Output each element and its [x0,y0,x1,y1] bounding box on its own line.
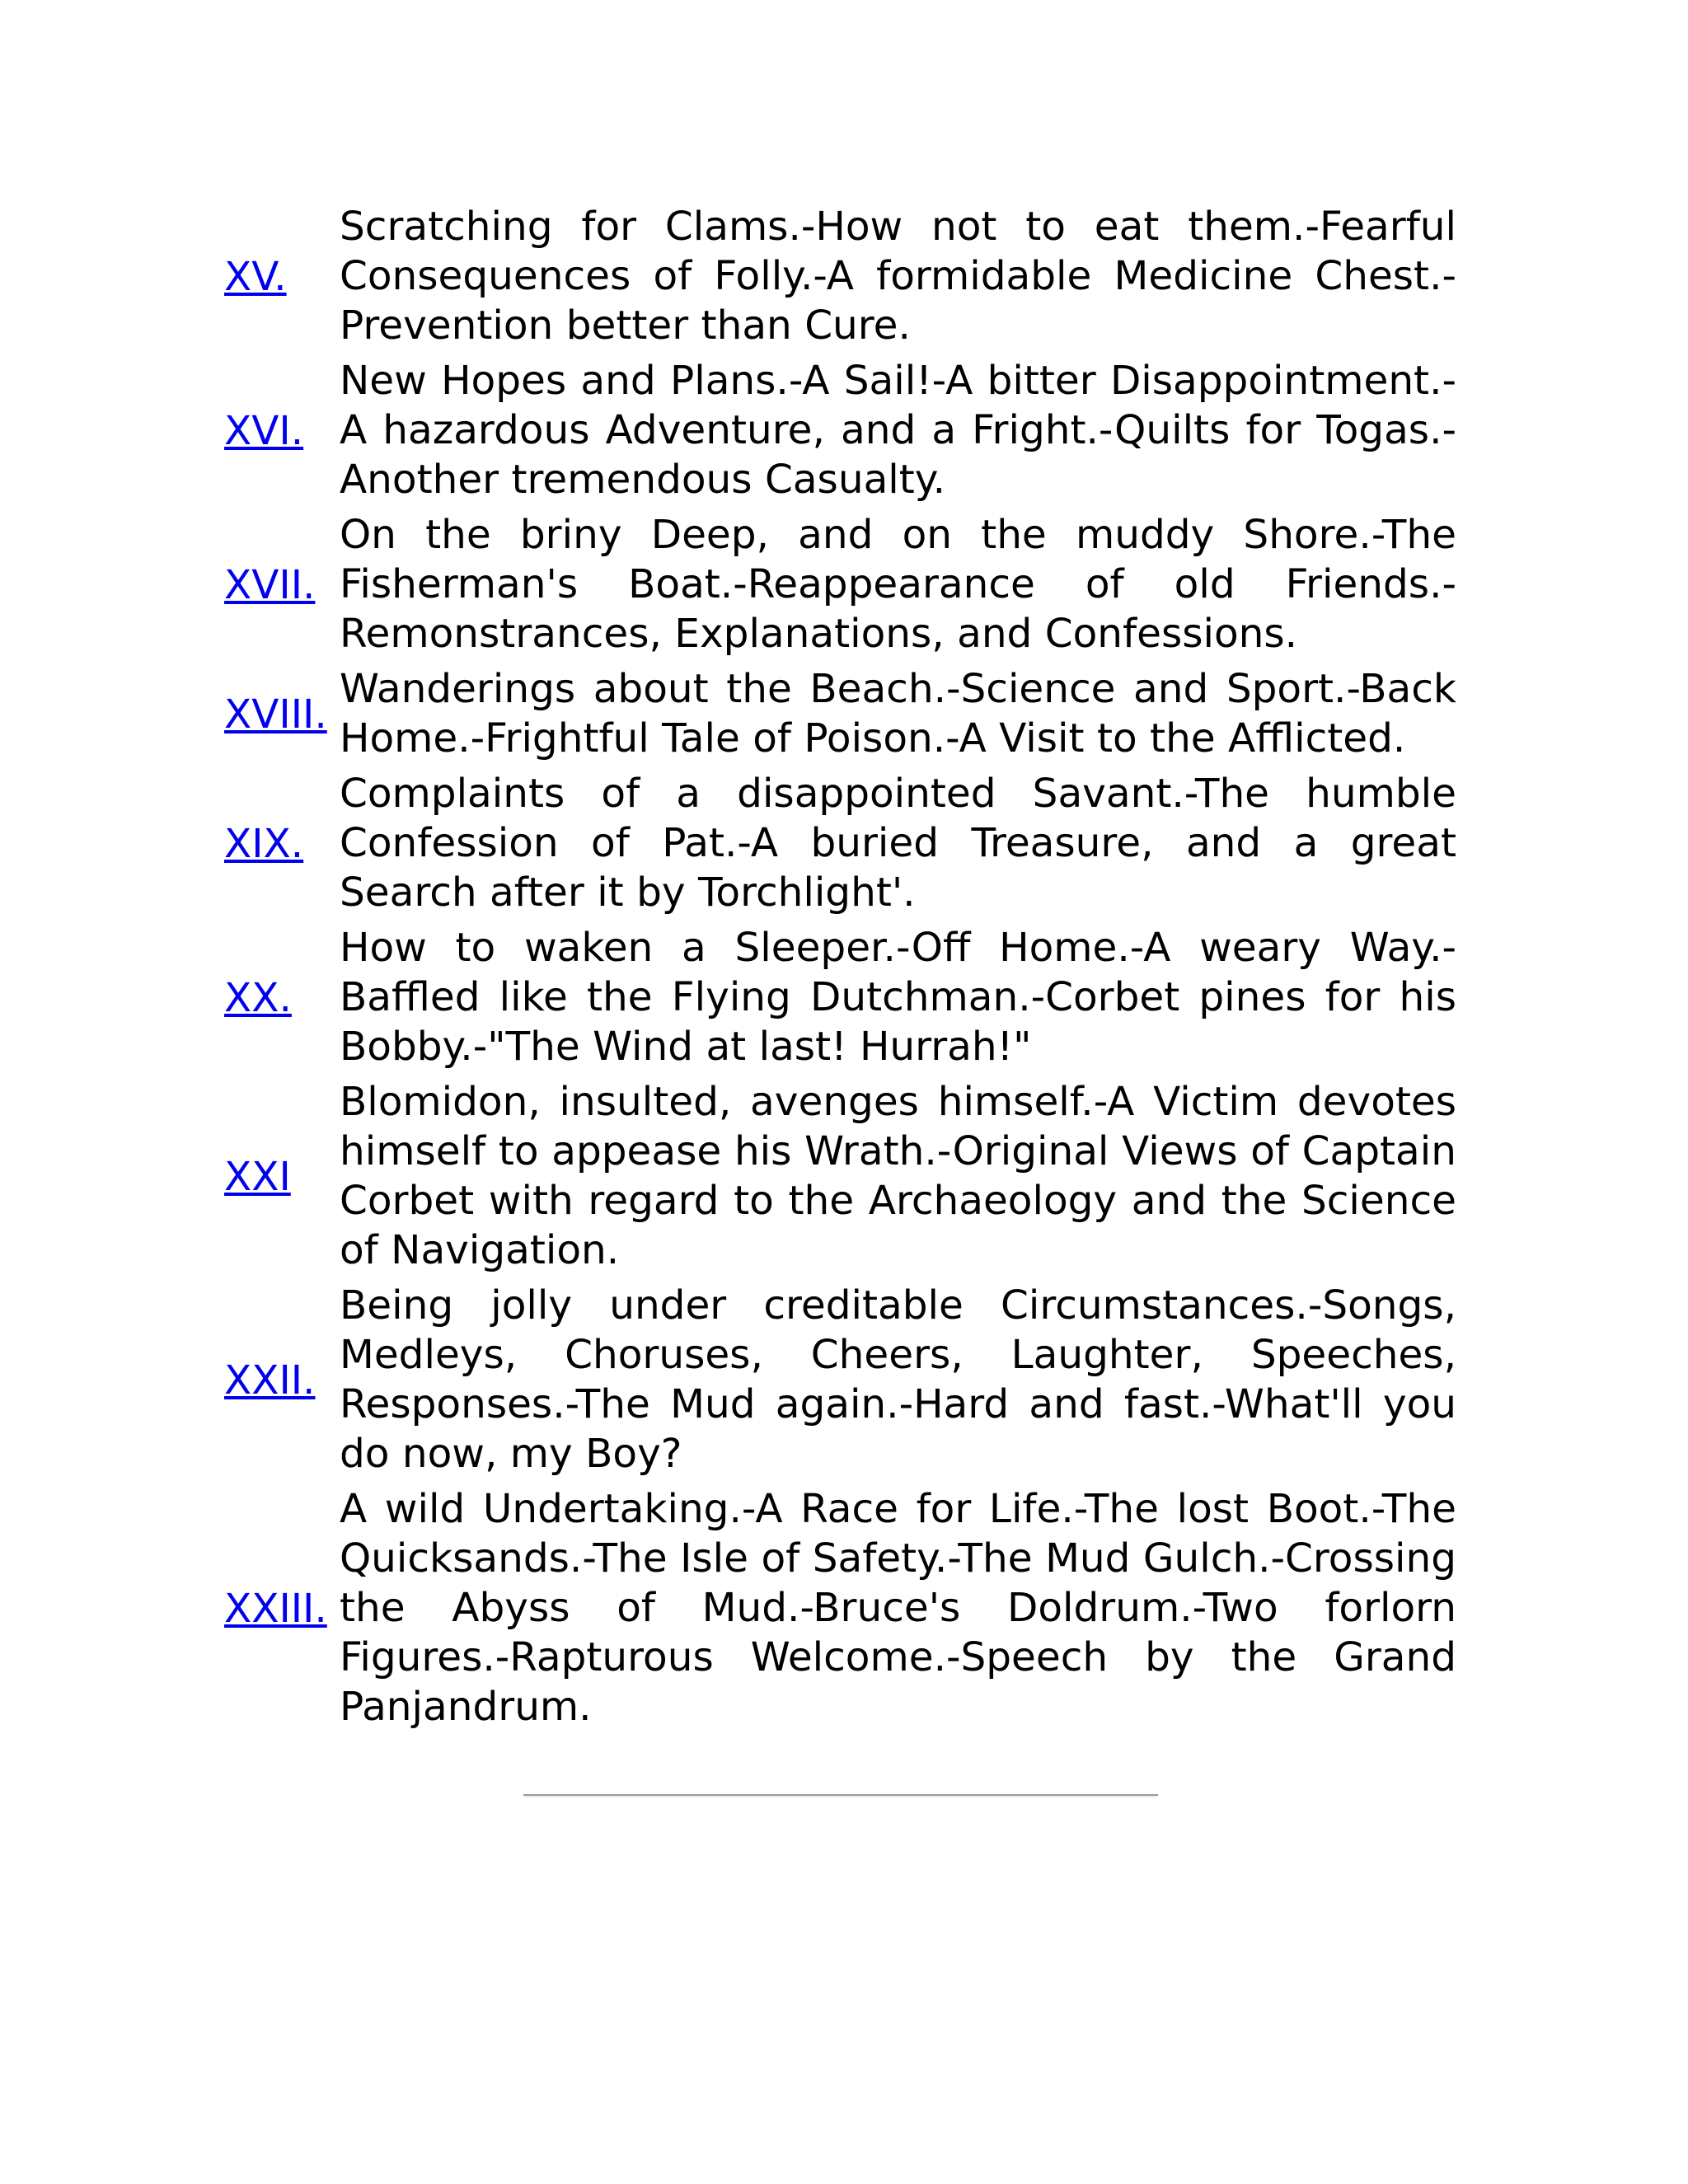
chapter-link-xxiii[interactable]: XXIII. [224,1585,327,1632]
chapter-number-cell [224,354,340,508]
chapter-number-cell [224,766,340,921]
chapter-number-cell [224,662,340,766]
chapter-link-xix[interactable]: XIX. [224,820,304,867]
chapter-summary-xvi: New Hopes and Plans.-A Sail!-A bitter Disappointment.-A hazardous Adventure, and a Fright.-Quilts for Togas.-Another tremendous Casualty. [340,358,1456,503]
toc-row-xvii [224,508,1456,662]
toc-row-xx [224,921,1456,1075]
toc-row-xxii [224,1278,1456,1482]
chapter-summary-xvii: On the briny Deep, and on the muddy Shore.-The Fisherman's Boat.-Reappearance of old Friends.-Remonstrances, Explanations, and Confessions. [340,512,1456,657]
chapter-summary-xv: Scratching for Clams.-How not to eat them.-Fearful Consequences of Folly.-A formidable Medicine Chest.-Prevention better than Cure. [340,204,1456,349]
chapter-link-xx[interactable]: XX. [224,974,292,1021]
chapter-link-xxii[interactable]: XXII. [224,1357,316,1404]
toc-row-xix [224,766,1456,921]
chapter-number-cell [224,1075,340,1278]
chapter-link-xvii[interactable]: XVII. [224,561,316,608]
toc-row-xvi [224,354,1456,508]
chapter-link-xvi[interactable]: XVI. [224,407,304,454]
chapter-number-cell [224,1278,340,1482]
toc-body [224,199,1456,1735]
table-of-contents [224,199,1456,1735]
chapter-summary-xxi: Blomidon, insulted, avenges himself.-A Victim devotes himself to appease his Wrath.-Original Views of Captain Corbet with regard to the Archaeology and the Science of Navigation. [340,1079,1456,1273]
chapter-link-xv[interactable]: XV. [224,253,287,300]
chapter-number-cell [224,921,340,1075]
chapter-number-cell [224,508,340,662]
toc-row-xv [224,199,1456,354]
horizontal-rule [523,1794,1158,1797]
toc-row-xviii [224,662,1456,766]
chapter-number-cell [224,1482,340,1735]
chapter-summary-xix: Complaints of a disappointed Savant.-The humble Confession of Pat.-A buried Treasure, and a great Search after it by Torchlight'. [340,771,1456,916]
chapter-summary-xviii: Wanderings about the Beach.-Science and Sport.-Back Home.-Frightful Tale of Poison.-A Visit to the Afflicted. [340,666,1456,762]
chapter-summary-xxiii: A wild Undertaking.-A Race for Life.-The lost Boot.-The Quicksands.-The Isle of Safety.-The Mud Gulch.-Crossing the Abyss of Mud.-Bruce's Doldrum.-Two forlorn Figures.-Rapturous Welcome.-Speech by the Grand Panjandrum. [340,1486,1456,1730]
chapter-number-cell [224,199,340,354]
chapter-summary-xx: How to waken a Sleeper.-Off Home.-A weary Way.-Baffled like the Flying Dutchman.-Corbet pines for his Bobby.-"The Wind at last! Hurrah!" [340,925,1456,1070]
chapter-summary-xxii: Being jolly under creditable Circumstances.-Songs, Medleys, Choruses, Cheers, Laughter, Speeches, Responses.-The Mud again.-Hard and fast.-What'll you do now, my Boy? [340,1282,1456,1477]
chapter-link-xxi[interactable]: XXI [224,1153,291,1200]
toc-row-xxiii [224,1482,1456,1735]
toc-row-xxi [224,1075,1456,1278]
chapter-link-xviii[interactable]: XVIII. [224,691,327,738]
